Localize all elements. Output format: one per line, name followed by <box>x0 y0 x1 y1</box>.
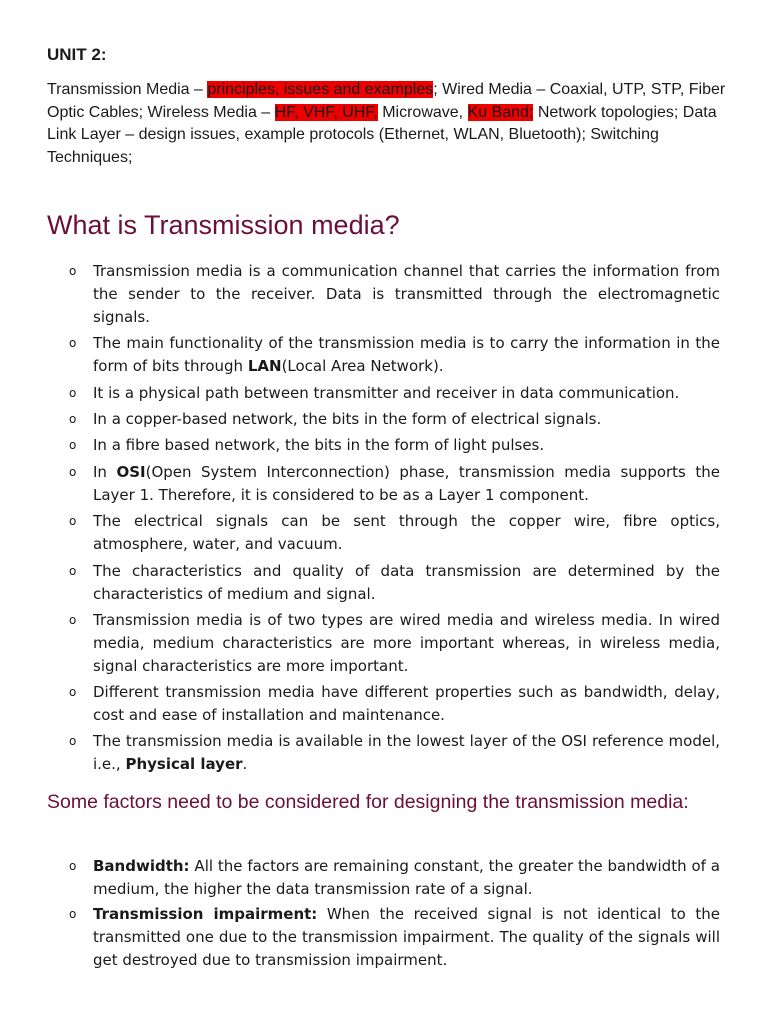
list-item <box>69 461 721 507</box>
unit-title: UNIT 2: <box>47 45 107 64</box>
list-item-text: Transmission media is of two types are wired media and wireless media. In wired media, medium characteristics are more important whereas, in wireless media, signal characteristics are more important. <box>93 611 720 675</box>
syllabus-text: Transmission Media – <box>47 81 208 98</box>
list-item-text: (Local Area Network). <box>281 357 444 375</box>
list-item-text: The transmission media is available in the lowest layer of the OSI reference model, i.e., <box>93 732 720 773</box>
list-item-text: (Open System Interconnection) phase, transmission media supports the Layer 1. Therefore, it is considered to be as a Layer 1 component. <box>93 463 721 504</box>
list-item <box>69 609 720 678</box>
bullet-icon: o <box>69 613 77 627</box>
list-item <box>69 260 720 329</box>
list-item <box>69 681 720 727</box>
list-item-text: The main functionality of the transmission media is to carry the information in the form of bits through <box>93 334 720 375</box>
bullet-icon: o <box>69 685 77 699</box>
list-item-text: In a fibre based network, the bits in the form of light pulses. <box>93 436 545 454</box>
bullet-icon: o <box>69 564 77 578</box>
bullet-icon: o <box>69 438 77 452</box>
list-item-text: All the factors are remaining constant, the greater the bandwidth of a medium, the higher the data transmission rate of a signal. <box>93 857 720 898</box>
bullet-icon: o <box>69 412 77 426</box>
bold-term: Transmission impairment: <box>93 905 318 923</box>
list-item <box>69 434 720 457</box>
list-item <box>69 382 720 405</box>
subsection-heading: Some factors need to be considered for designing the transmission media: <box>47 791 689 813</box>
bold-term: Bandwidth: <box>93 857 190 875</box>
list-item <box>69 560 720 606</box>
list-item-text: It is a physical path between transmitter and receiver in data communication. <box>93 384 680 402</box>
highlighted-text: HF, VHF, UHF, <box>274 103 378 121</box>
list-item-text: The electrical signals can be sent through the copper wire, fibre optics, atmosphere, water, and vacuum. <box>93 512 720 553</box>
list-item-text: Transmission media is a communication channel that carries the information from the sender to the receiver. Data is transmitted through the electromagnetic signals. <box>93 262 720 326</box>
bullet-icon: o <box>69 264 77 278</box>
list-item <box>69 730 720 776</box>
bold-term: LAN <box>247 357 282 375</box>
bullet-icon: o <box>69 386 77 400</box>
syllabus-text: Network topologies; Data Link Layer – design issues, example protocols (Ethernet, WLAN, Bluetooth); Switching Techniques; <box>47 103 717 166</box>
list-item-text: In <box>93 463 117 481</box>
bold-term: Physical layer <box>125 755 243 773</box>
list-item <box>69 408 720 431</box>
list-item <box>69 903 720 972</box>
bullet-icon: o <box>69 734 77 748</box>
bullet-icon: o <box>69 336 77 350</box>
bold-term: OSI <box>116 463 146 481</box>
syllabus-paragraph <box>47 79 737 169</box>
list-item-text: . <box>242 755 248 773</box>
highlighted-text: Ku Band; <box>467 103 534 121</box>
syllabus-text: Microwave, <box>377 103 468 121</box>
bullet-icon: o <box>69 859 77 873</box>
list-item <box>69 332 720 378</box>
list-item-text: When the received signal is not identical to the transmitted one due to the transmission impairment. The quality of the signals will get destroyed due to transmission impairment. <box>93 905 720 969</box>
list-item-text: In a copper-based network, the bits in the form of electrical signals. <box>93 410 602 428</box>
list-item <box>69 855 720 901</box>
bullet-icon: o <box>69 465 77 479</box>
section-heading: What is Transmission media? <box>47 210 400 240</box>
highlighted-text: principles, issues and examples <box>207 81 434 98</box>
syllabus-text: ; Wired Media – Coaxial, UTP, STP, Fiber Optic Cables; Wireless Media – <box>47 81 726 121</box>
list-item-text: Different transmission media have different properties such as bandwidth, delay, cost and ease of installation and maintenance. <box>93 683 720 724</box>
list-item-text: The characteristics and quality of data transmission are determined by the characteristics of medium and signal. <box>93 562 720 603</box>
bullet-icon: o <box>69 907 77 921</box>
list-item <box>69 510 720 556</box>
bullet-icon: o <box>69 514 77 528</box>
